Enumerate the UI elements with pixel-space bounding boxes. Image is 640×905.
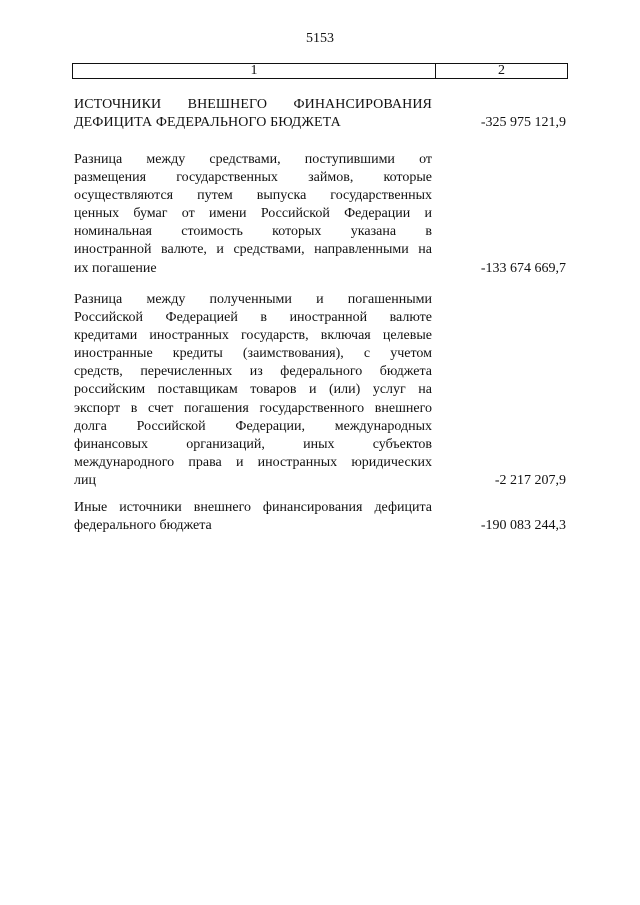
table-row [74,499,566,535]
row-label-line: ДЕФИЦИТА ФЕДЕРАЛЬНОГО БЮДЖЕТА [74,115,341,130]
row-label [74,96,432,132]
row-label-line: ценных бумаг от имени Российской Федерации и [74,206,432,222]
row-label-line: Разница между средствами, поступившими от [74,152,432,167]
row-label-line: номинальная стоимость которых указана в [74,224,432,240]
row-label [74,499,432,535]
table-row [74,291,566,490]
row-value: -133 674 669,7 [480,260,566,276]
column-number-1: 1 [73,64,436,78]
row-label-line: долга Российской Федерации, международных [74,418,432,434]
row-label-line: ИСТОЧНИКИ ВНЕШНЕГО ФИНАНСИРОВАНИЯ [74,97,432,112]
row-label-line: Российской Федерацией в иностранной валюте [74,310,432,326]
row-label-line: лиц [74,472,96,488]
table-row [74,96,566,132]
row-label-line: средств, перечисленных из федерального бюджета [74,364,432,380]
row-value: -2 217 207,9 [494,473,566,489]
row-label-line: размещения государственных займов, которые [74,170,432,186]
row-label-line: федерального бюджета [74,518,212,534]
row-label-line: международного права и иностранных юридических [74,454,432,470]
row-label-line: иностранной валюте, и средствами, направленными на [74,242,432,258]
column-number-2: 2 [498,63,505,78]
row-label-line: кредитами иностранных государств, включая целевые [74,328,432,344]
row-label-line: Разница между полученными и погашенными [74,292,432,307]
row-label-line: иностранные кредиты (заимствования), с учетом [74,346,432,362]
table-column-header [72,63,568,79]
table-row [74,151,566,278]
row-label-line: финансовых организаций, иных субъектов [74,436,432,452]
row-label-line: экспорт в счет погашения государственного внешнего [74,400,432,416]
row-label [74,151,432,278]
row-label-line: Иные источники внешнего финансирования дефицита [74,500,432,515]
row-label-line: их погашение [74,260,157,276]
page-number: 5153 [306,31,334,46]
row-label-line: российским поставщикам товаров и (или) услуг на [74,382,432,398]
row-value: -190 083 244,3 [480,518,566,534]
row-label-line: осуществляются путем выпуска государственных [74,188,432,204]
row-value: -325 975 121,9 [480,115,566,130]
row-label [74,291,432,490]
